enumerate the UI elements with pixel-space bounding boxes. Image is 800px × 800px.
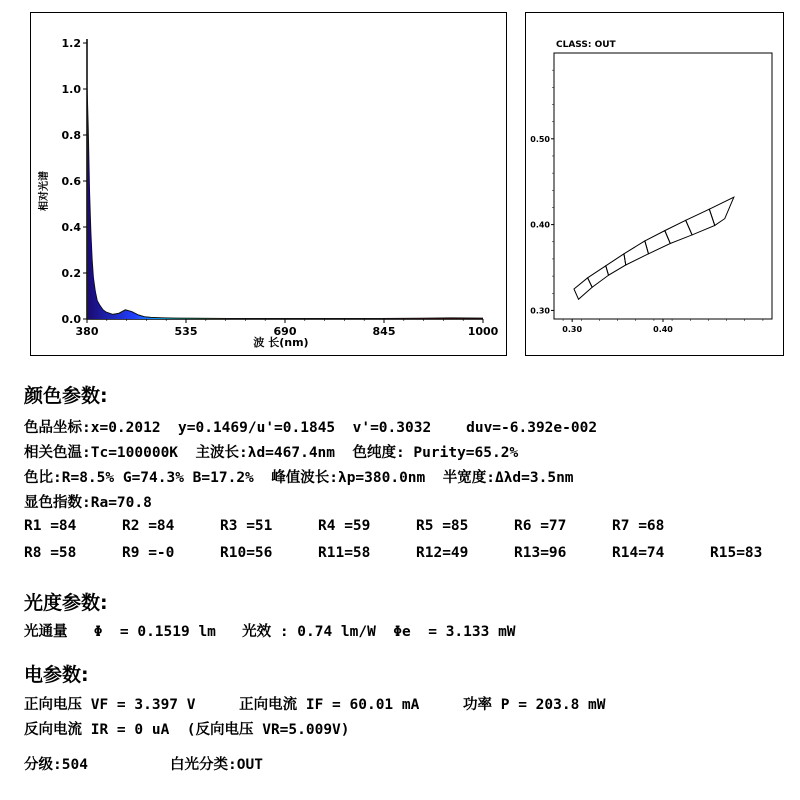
spectrum-y-tick-label: 0.8 <box>61 129 81 142</box>
r-value: R12=49 <box>416 545 469 561</box>
r-value: R8 =58 <box>24 545 77 561</box>
r-value: R13=96 <box>514 545 567 561</box>
spectrum-x-tick-label: 1000 <box>467 325 499 338</box>
luminous-flux-line: 光通量 Φ = 0.1519 lm 光效 : 0.74 lm/W Φe = 3.133 mW <box>24 624 516 640</box>
r-value: R3 =51 <box>220 518 273 534</box>
r-value: R9 =-0 <box>122 545 175 561</box>
color-params-title: 颜色参数: <box>24 385 108 407</box>
cct-line: 相关色温:Tc=100000K 主波长:λd=467.4nm 色纯度: Purity=65.2% <box>24 445 519 461</box>
spectrum-x-tick-label: 380 <box>75 325 99 338</box>
spectrum-area <box>87 84 483 319</box>
spectrum-y-tick-label: 0.0 <box>61 313 81 326</box>
cie-bin-quad <box>606 254 626 275</box>
reverse-current-line: 反向电流 IR = 0 uA (反向电压 VR=5.009V) <box>24 722 350 738</box>
spectrum-series <box>87 84 483 319</box>
forward-voltage-line: 正向电压 VF = 3.397 V 正向电流 IF = 60.01 mA 功率 P = 203.8 mW <box>24 697 606 713</box>
r-value: R6 =77 <box>514 518 567 534</box>
color-ratio-line: 色比:R=8.5% G=74.3% B=17.2% 峰值波长:λp=380.0nm 半宽度:Δλd=3.5nm <box>24 470 574 486</box>
r-value: R7 =68 <box>612 518 665 534</box>
cie-x-tick-label: 0.40 <box>653 325 673 334</box>
white-light-class: 白光分类:OUT <box>170 757 263 773</box>
r-value: R11=58 <box>318 545 371 561</box>
cie-class-label: CLASS: OUT <box>556 40 616 50</box>
spectrum-y-tick-label: 0.2 <box>61 267 81 280</box>
cie-panel <box>525 12 784 356</box>
electrical-title: 电参数: <box>24 664 89 686</box>
chromaticity-line: 色品坐标:x=0.2012 y=0.1469/u'=0.1845 v'=0.3032 duv=-6.392e-002 <box>24 420 598 436</box>
spectrum-y-tick-label: 1.0 <box>61 83 81 96</box>
r-value: R10=56 <box>220 545 273 561</box>
spectrum-y-tick-label: 0.6 <box>61 175 81 188</box>
r-value: R14=74 <box>612 545 665 561</box>
spectrum-axes <box>62 37 499 338</box>
spectrum-y-tick-label: 0.4 <box>61 221 81 234</box>
r-value: R5 =85 <box>416 518 469 534</box>
bin-label: 分级:504 <box>24 757 88 773</box>
cie-bin-quad <box>624 241 649 265</box>
spectrum-x-tick-label: 690 <box>273 325 297 338</box>
cie-x-tick-label: 0.30 <box>562 325 583 334</box>
cie-y-tick-label: 0.50 <box>530 134 550 144</box>
spectrum-panel <box>30 12 507 356</box>
cie-bin-quad <box>588 266 609 287</box>
r-value: R15=83 <box>710 545 763 561</box>
cie-bin-quad <box>709 197 734 225</box>
cie-bin-quad <box>665 220 692 243</box>
spectrum-x-tick-label: 535 <box>174 325 198 338</box>
spectrum-y-axis-label: 相对光谱 <box>39 171 50 211</box>
spectrum-x-axis-label: 波 长(nm) <box>253 336 309 349</box>
cie-bins <box>574 197 734 299</box>
spectrum-y-tick-label: 1.2 <box>61 37 81 50</box>
spectrum-x-tick-label: 845 <box>372 325 396 338</box>
r-value: R4 =59 <box>318 518 371 534</box>
photometric-title: 光度参数: <box>24 592 108 614</box>
r-value: R1 =84 <box>24 518 77 534</box>
cie-axes <box>530 53 772 334</box>
cie-y-tick-label: 0.40 <box>530 220 550 230</box>
cri-line: 显色指数:Ra=70.8 <box>24 495 152 511</box>
cie-y-tick-label: 0.30 <box>530 306 550 316</box>
spectrum-chart <box>31 13 506 355</box>
spectrum-line <box>87 84 483 318</box>
cie-chart <box>526 13 783 355</box>
r-value: R2 =84 <box>122 518 175 534</box>
